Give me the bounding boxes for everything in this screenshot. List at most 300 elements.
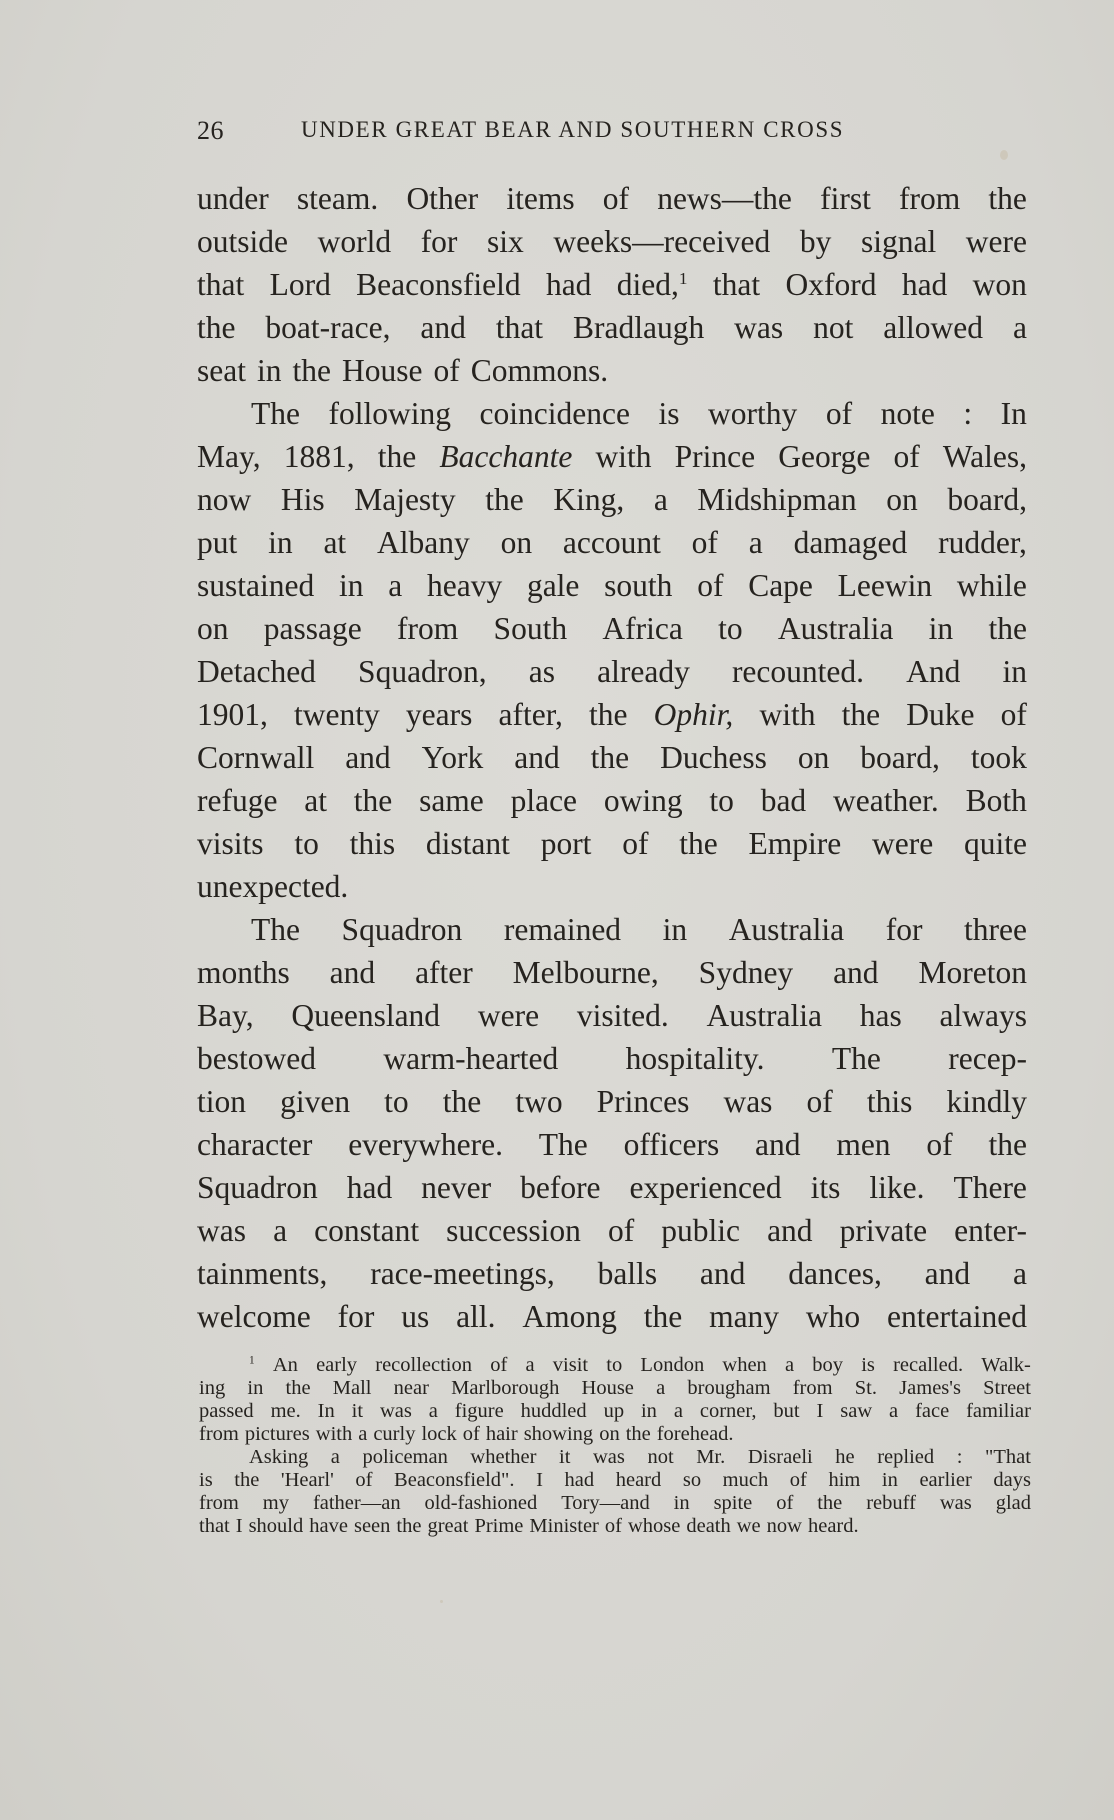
word: not [813,310,854,345]
word: damaged [793,525,908,560]
word: familiar [966,1400,1031,1422]
word: 'Hearl' [280,1469,334,1491]
word: the [292,353,331,388]
body-line [197,865,1027,908]
word: visited. [576,998,669,1033]
word: the [485,482,524,517]
word: House [581,1377,634,1399]
footnotes [199,1354,1031,1538]
word: forehead. [656,1423,734,1445]
word: in [640,1400,657,1422]
word: warm-hearted [383,1041,559,1076]
word: died,$^1$ [616,267,688,302]
body-line [197,908,1027,951]
word: to [384,1084,409,1119]
word: and [514,740,560,775]
word: Melbourne, [512,955,659,990]
word: days [993,1469,1031,1491]
word: London [640,1354,705,1376]
word: board, [860,740,940,775]
footnote-line [199,1377,1031,1400]
word: : [963,396,973,431]
word: of [691,525,718,560]
word: of [462,1423,480,1445]
word: with [595,439,652,474]
word: on [197,611,229,646]
body-line [197,1295,1027,1338]
word: of [926,1127,953,1162]
word: recep- [948,1041,1027,1076]
word: given [280,1084,351,1119]
word: men [836,1127,891,1162]
word: : [956,1446,963,1468]
word: not [647,1446,674,1468]
footnote-line [199,1354,1031,1377]
body-line [197,607,1027,650]
word: so [682,1469,702,1491]
word: in [662,912,688,947]
word: board, [947,482,1027,517]
word: he [835,1446,855,1468]
word: on [886,482,918,517]
word: remained [503,912,622,947]
word: the [442,1084,482,1119]
word: May, [197,439,261,474]
word: showing [523,1423,594,1445]
word: Australia [728,912,845,947]
footnote-marker: 1 [678,268,688,288]
word: heavy [426,568,503,603]
word: the [817,1492,843,1514]
word: the [590,740,630,775]
word: And [906,654,961,689]
word: has [859,998,902,1033]
word: face [915,1400,950,1422]
word: tainments, [197,1256,328,1291]
word: were [477,998,540,1033]
word: Africa [602,611,683,646]
word: me. [270,1400,301,1422]
word: Lord [269,267,331,302]
word: of [806,1084,833,1119]
word: in [881,1469,898,1491]
word: boy [812,1354,844,1376]
body-line [197,650,1027,693]
word: Midshipman [697,482,857,517]
word: I [235,1515,243,1537]
word: a [428,1400,438,1422]
word: news—the [657,181,792,216]
word: James's [899,1377,961,1399]
word: up [603,1400,625,1422]
word: House [341,353,423,388]
word: a [889,1400,899,1422]
word: St. [854,1377,877,1399]
body-text [197,177,1027,1338]
word: port [540,826,592,861]
word: Leewin [837,568,933,603]
word: never [421,1170,492,1205]
word: Empire [748,826,842,861]
word: always [939,998,1027,1033]
word: under [197,181,269,216]
word: visits [197,826,264,861]
word: the [988,1127,1027,1162]
body-line [197,822,1027,865]
word: of [433,353,460,388]
word: enter- [954,1213,1027,1248]
word: 1901, [197,697,268,732]
paper-speck [440,1600,443,1603]
word: dances, [788,1256,882,1291]
word: George [778,439,871,474]
word: Walk- [981,1354,1031,1376]
body-line [197,306,1027,349]
word: hair [485,1423,518,1445]
word: Squadron, [358,654,487,689]
word: while [956,568,1027,603]
word: already [597,654,690,689]
word: Marlborough [451,1377,560,1399]
word: tion [197,1084,247,1119]
word: sustained [197,568,315,603]
word: kindly [946,1084,1027,1119]
word: from [899,181,961,216]
body-line [197,693,1027,736]
word: huddled [520,1400,587,1422]
body-line [197,564,1027,607]
word: and [329,955,376,990]
body-line [197,349,1027,392]
word: and [833,955,879,990]
word: heard. [807,1515,859,1537]
word: its [810,1170,841,1205]
word: following [328,396,452,431]
word: of [490,1354,508,1376]
word: the [396,1515,422,1537]
word: from [199,1423,239,1445]
word: at [304,783,327,818]
word: public [661,1213,741,1248]
running-head: UNDER GREAT BEAR AND SOUTHERN CROSS [301,117,845,142]
word: race-meetings, [370,1256,555,1291]
word: the [197,310,236,345]
word: Beaconsfield". [394,1469,515,1491]
word: that [495,310,544,345]
word: all. [456,1299,496,1334]
word: weather. [832,783,939,818]
word: Among [522,1299,617,1334]
word: had [346,1170,393,1205]
word: of [789,1469,807,1491]
word: now [197,482,252,517]
word: of [355,1469,373,1491]
word: in [1002,654,1027,689]
word [249,1354,255,1377]
word: it [351,1400,364,1422]
word: a [656,1377,666,1399]
word: near [393,1377,429,1399]
word: on [797,740,830,775]
word: replied [877,1446,935,1468]
word: visit [552,1354,589,1376]
word: welcome [197,1299,311,1334]
word: took [970,740,1027,775]
word: it [559,1446,571,1468]
word: character [197,1127,313,1162]
word: in [256,353,282,388]
word: in [247,1377,264,1399]
body-line [197,1252,1027,1295]
word: is [861,1354,875,1376]
word: the [841,697,881,732]
word: corner, [699,1400,757,1422]
word: should [248,1515,304,1537]
word: for [337,1299,375,1334]
word: on [500,525,533,560]
word: the [234,1469,260,1491]
word: of [697,568,724,603]
word: seat [197,353,246,388]
word: rudder, [938,525,1027,560]
word: the [625,1423,651,1445]
word: Ophir, [653,697,734,732]
word: Commons. [470,353,609,388]
word: we [736,1515,761,1537]
word: balls [597,1256,658,1291]
word: unexpected. [197,869,349,904]
word: to [606,1354,623,1376]
word: heard [615,1469,662,1491]
word: bestowed [197,1041,316,1076]
word: the [353,783,393,818]
word: before [520,1170,601,1205]
word: had [564,1469,595,1491]
word: of [602,181,630,216]
word: gale [526,568,580,603]
word: world [317,224,392,259]
word: of [825,396,853,431]
body-line [197,220,1027,263]
word: account [562,525,661,560]
word: of [622,826,649,861]
word: a [273,1213,288,1248]
word: was [734,310,784,345]
word: was [379,1400,412,1422]
word: of [607,1213,635,1248]
word: had [545,267,592,302]
word: Squadron [197,1170,318,1205]
word: refuge [197,783,278,818]
word: officers [623,1127,720,1162]
word: brougham [687,1377,771,1399]
word: glad [995,1492,1031,1514]
word: "That [984,1446,1031,1468]
word: boat-race, [265,310,391,345]
word: the [589,697,628,732]
word: seen [353,1515,391,1537]
paper-speck [1000,150,1008,160]
word: in [673,1492,690,1514]
word: His [280,482,325,517]
footnote-line [199,1469,1031,1492]
word: Tory—and [561,1492,650,1514]
body-line [197,1123,1027,1166]
word: a [525,1354,535,1376]
word: recollection [375,1354,473,1376]
word: him [828,1469,861,1491]
word: a [1013,1256,1027,1291]
word: Duke [906,697,975,732]
word: a [388,568,403,603]
word: this [349,826,396,861]
word: recounted. [731,654,864,689]
word: note [880,396,935,431]
body-line [197,263,1027,306]
word: Majesty [354,482,456,517]
word: Squadron [341,912,463,947]
word: a [748,525,763,560]
word: I [816,1400,824,1422]
word: six [487,224,524,259]
word: South [493,611,568,646]
word: from [397,611,459,646]
word: now [766,1515,802,1537]
word: years [405,697,473,732]
word: when [722,1354,767,1376]
body-line [197,1166,1027,1209]
word: months [197,955,290,990]
word: Moreton [918,955,1027,990]
word: everywhere. [348,1127,503,1162]
word: from [792,1377,833,1399]
word: private [839,1213,928,1248]
word: was [592,1446,625,1468]
word: Australia [706,998,822,1033]
word: for [420,224,458,259]
word: allowed [883,310,984,345]
word: south [604,568,673,603]
word: coincidence [479,396,630,431]
word: whether [470,1446,537,1468]
word: I [536,1469,543,1491]
word: constant [314,1213,420,1248]
word: Mall [332,1377,372,1399]
body-line [197,392,1027,435]
word: The [251,396,300,431]
word: recalled. [893,1354,964,1376]
word: a [1012,310,1027,345]
word: owing [603,783,683,818]
word: my [262,1492,289,1514]
word: and [699,1256,746,1291]
word: and [420,310,466,345]
word: weeks—received [553,224,771,259]
word: the [285,1377,311,1399]
word: pictures [244,1423,310,1445]
word: of [893,439,920,474]
word: that [197,267,245,302]
word: rebuff [866,1492,916,1514]
word: King, [553,482,625,517]
word: passed [199,1400,254,1422]
word: first [820,181,871,216]
word: and [755,1127,801,1162]
word: was [939,1492,972,1514]
word: with [759,697,816,732]
word: much [722,1469,769,1491]
word: on [599,1423,620,1445]
word: two [515,1084,563,1119]
word: of [604,1515,622,1537]
word: a [653,482,668,517]
word: policeman [362,1446,448,1468]
word: The [251,912,300,947]
word: from [199,1492,239,1514]
word: after, [498,697,563,732]
word: Mr. [696,1446,726,1468]
word: ing [199,1377,226,1399]
word: spite [713,1492,753,1514]
page-header [197,114,921,150]
word: to [709,783,734,818]
word: is [199,1469,213,1491]
word: for [885,912,923,947]
word: lock [421,1423,457,1445]
word: of [1000,697,1027,732]
word: old-fashioned [424,1492,538,1514]
word: in [928,611,954,646]
word: was [197,1213,246,1248]
word: this [866,1084,913,1119]
body-line [197,736,1027,779]
word: saw [840,1400,873,1422]
word: put [197,525,238,560]
word: early [316,1354,358,1376]
body-line [197,1209,1027,1252]
body-line [197,994,1027,1037]
word: won [972,267,1027,302]
word: York [421,740,484,775]
word: were [872,826,934,861]
word: at [323,525,347,560]
word: worthy [708,396,798,431]
word: experienced [629,1170,782,1205]
word: and [924,1256,971,1291]
word: In [317,1400,335,1422]
word: was [723,1084,773,1119]
word: Sydney [698,955,794,990]
word: Asking [249,1446,309,1468]
word: Princes [596,1084,690,1119]
word: Beaconsfield [356,267,521,302]
word: Prime [474,1515,524,1537]
word: to [718,611,743,646]
word: after [415,955,473,990]
body-line [197,435,1027,478]
word: bad [760,783,807,818]
word: 1881, [283,439,355,474]
word: in [338,568,364,603]
word: In [1000,396,1027,431]
word: Detached [197,654,316,689]
word: were [965,224,1027,259]
word: the [377,439,417,474]
word: Other [406,181,479,216]
word: Both [965,783,1027,818]
word: who [805,1299,861,1334]
word: earlier [919,1469,972,1491]
